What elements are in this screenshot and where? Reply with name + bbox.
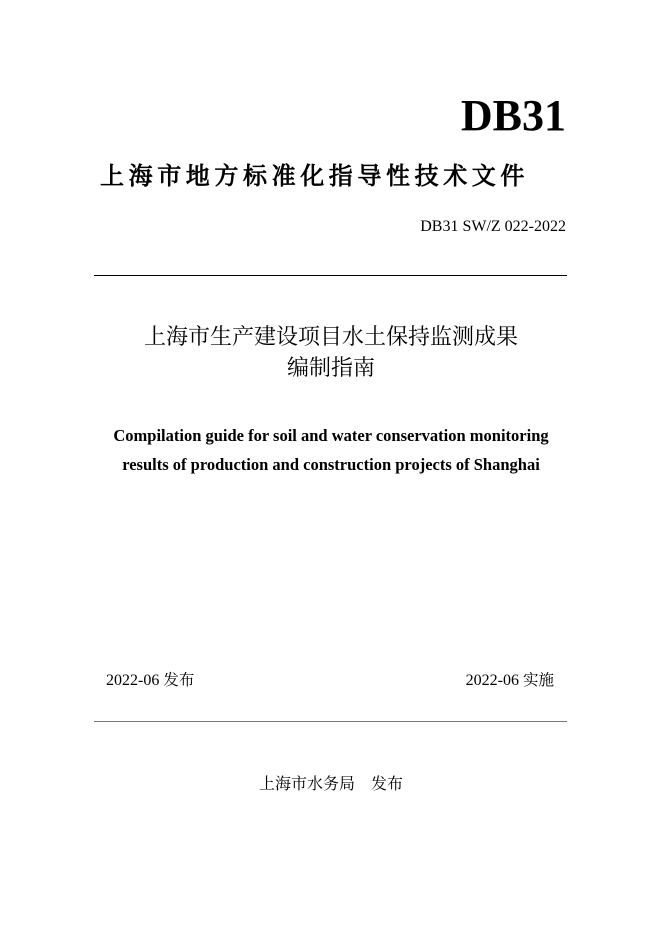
chinese-title-line-1: 上海市生产建设项目水土保持监测成果	[143, 325, 518, 350]
top-divider	[94, 275, 567, 276]
implementation-date	[466, 668, 554, 693]
issue-date	[106, 668, 194, 693]
implementation-date-label: 实施	[522, 671, 554, 689]
chinese-title-line-2: 编制指南	[286, 356, 375, 381]
english-title	[60, 421, 602, 479]
chinese-title	[60, 322, 602, 384]
standard-number: DB31 SW/Z 022-2022	[420, 218, 566, 235]
implementation-date-value: 2022-06	[465, 672, 519, 689]
standard-code-mark: DB31	[460, 91, 566, 140]
english-title-line-1: Compilation guide for soil and water conservation monitoring	[113, 426, 549, 445]
issue-date-label: 发布	[163, 671, 195, 689]
bottom-divider	[94, 721, 567, 722]
document-type-heading: 上海市地方标准化指导性技术文件	[100, 162, 529, 190]
english-title-line-2: results of production and construction projects of Shanghai	[122, 455, 540, 474]
issue-date-value: 2022-06	[106, 672, 160, 689]
publisher-line: 上海市水务局 发布	[258, 774, 403, 793]
